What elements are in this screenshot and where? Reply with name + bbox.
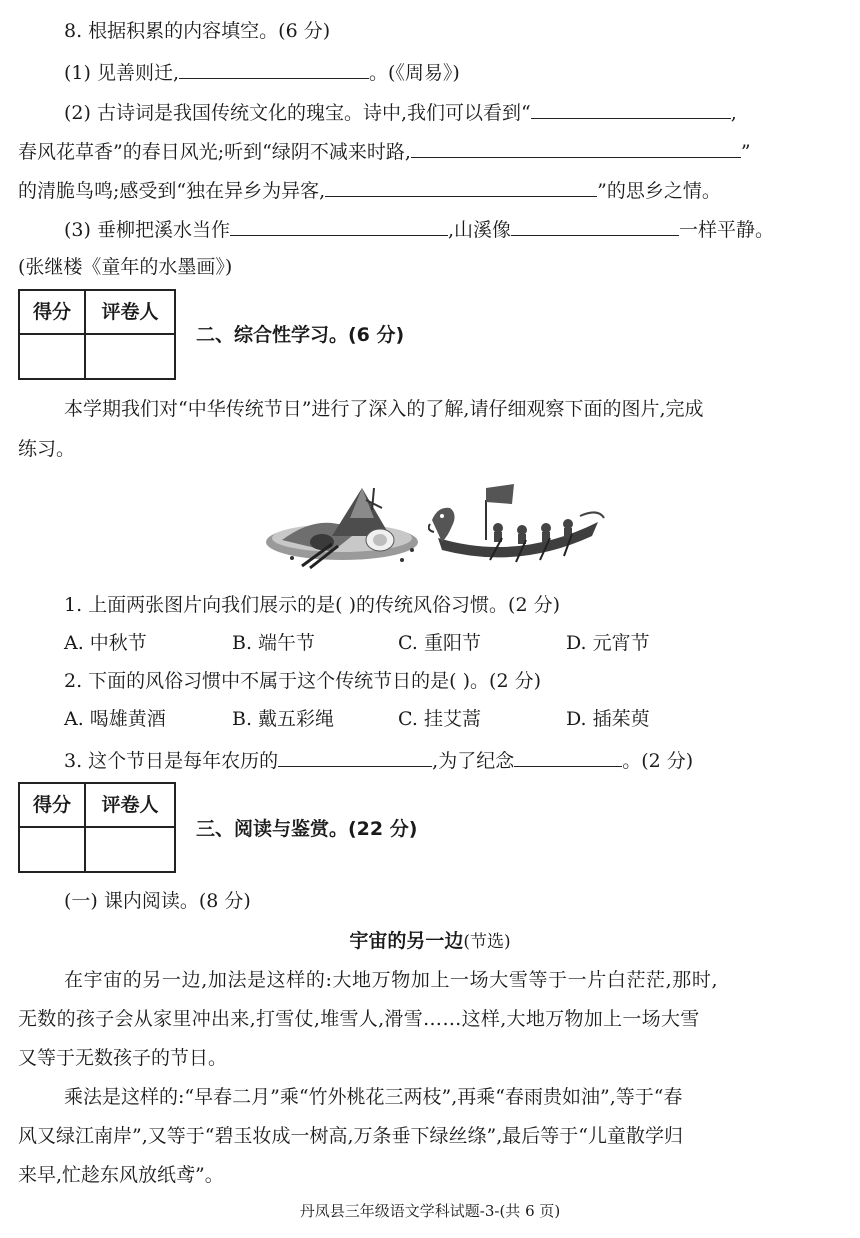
q8-p2-text: (2) 古诗词是我国传统文化的瑰宝。诗中,我们可以看到“	[64, 102, 531, 124]
section2-intro-line2: 练习。	[18, 438, 76, 460]
q1-option-b[interactable]: B. 端午节	[232, 632, 316, 654]
passage-para1-line3: 又等于无数孩子的节日。	[18, 1047, 228, 1069]
q8-part2-line1	[64, 98, 737, 126]
q8-p2-quote: ”	[740, 141, 751, 163]
section3-subheading: (一) 课内阅读。(8 分)	[64, 890, 251, 912]
q8-p2-text4: ”的思乡之情。	[597, 180, 721, 202]
q2-option-b[interactable]: B. 戴五彩绳	[232, 708, 335, 730]
q8-title: 8. 根据积累的内容填空。(6 分)	[64, 20, 331, 42]
q8-part2-line2	[18, 137, 751, 165]
dragon-boat-illustration	[428, 478, 606, 570]
grader-cell[interactable]	[86, 828, 174, 871]
q8-p3-text: (3) 垂柳把溪水当作	[64, 219, 230, 241]
q3-text3: 。(2 分)	[622, 750, 694, 772]
section2-q3	[64, 746, 693, 774]
q2-option-d[interactable]: D. 插茱萸	[566, 708, 650, 730]
passage-title-note: (节选)	[463, 932, 511, 952]
q8-p1-text: (1) 见善则迁,	[64, 62, 179, 84]
passage-title	[0, 928, 860, 955]
passage-para1-line1: 在宇宙的另一边,加法是这样的:大地万物加上一场大雪等于一片白茫茫,那时,	[64, 969, 719, 991]
section3-heading: 三、阅读与鉴赏。(22 分)	[196, 818, 418, 840]
score-table-section3	[18, 782, 176, 873]
q1-option-c[interactable]: C. 重阳节	[398, 632, 481, 654]
q8-p2-blank2[interactable]	[411, 137, 741, 158]
section2-q1: 1. 上面两张图片向我们展示的是( )的传统风俗习惯。(2 分)	[64, 594, 560, 616]
score-table-section2	[18, 289, 176, 380]
q8-p3-blank2[interactable]	[511, 215, 679, 236]
score-header: 得分	[20, 291, 86, 335]
q2-option-c[interactable]: C. 挂艾蒿	[398, 708, 481, 730]
page-footer: 丹凤县三年级语文学科试题-3-(共 6 页)	[299, 1202, 561, 1220]
q8-p3-text3: 一样平静。	[679, 219, 775, 241]
score-header: 得分	[20, 784, 86, 828]
grader-cell[interactable]	[86, 335, 174, 378]
q8-part2-line3	[18, 176, 721, 204]
q3-blank1[interactable]	[278, 746, 432, 767]
passage-para2-line2: 风又绿江南岸”,又等于“碧玉妆成一树高,万条垂下绿丝绦”,最后等于“儿童散学归	[18, 1125, 683, 1147]
grader-header: 评卷人	[86, 784, 174, 828]
q8-p3-blank1[interactable]	[230, 215, 448, 236]
score-cell[interactable]	[20, 335, 86, 378]
passage-para1-line2: 无数的孩子会从家里冲出来,打雪仗,堆雪人,滑雪……这样,大地万物加上一场大雪	[18, 1008, 700, 1030]
q3-text2: ,为了纪念	[432, 750, 515, 772]
zongzi-illustration	[262, 470, 422, 570]
section2-intro-line1: 本学期我们对“中华传统节日”进行了深入的了解,请仔细观察下面的图片,完成	[64, 398, 704, 420]
q8-part3-line1	[64, 215, 774, 243]
q1-option-d[interactable]: D. 元宵节	[566, 632, 650, 654]
passage-title-text: 宇宙的另一边	[349, 930, 464, 952]
q8-p3-text2: ,山溪像	[447, 219, 512, 241]
q8-p1-blank[interactable]	[179, 58, 369, 79]
q8-part1	[64, 58, 460, 86]
q3-text: 3. 这个节日是每年农历的	[64, 750, 279, 772]
q8-p2-text3: 的清脆鸟鸣;感受到“独在异乡为异客,	[18, 180, 326, 202]
q8-part3-source: (张继楼《童年的水墨画》)	[18, 256, 233, 278]
q3-blank2[interactable]	[514, 746, 622, 767]
q8-p1-source: 。(《周易》)	[369, 62, 460, 84]
passage-para2-line1: 乘法是这样的:“早春二月”乘“竹外桃花三两枝”,再乘“春雨贵如油”,等于“春	[64, 1086, 683, 1108]
q8-p2-text2: 春风花草香”的春日风光;听到“绿阴不减来时路,	[18, 141, 411, 163]
score-cell[interactable]	[20, 828, 86, 871]
section2-q2: 2. 下面的风俗习惯中不属于这个传统节日的是( )。(2 分)	[64, 670, 541, 692]
section2-heading: 二、综合性学习。(6 分)	[196, 324, 405, 346]
passage-para2-line3: 来早,忙趁东风放纸鸢”。	[18, 1164, 224, 1186]
q8-p2-comma: ,	[730, 102, 737, 124]
q8-p2-blank3[interactable]	[325, 176, 597, 197]
q2-option-a[interactable]: A. 喝雄黄酒	[64, 708, 166, 730]
grader-header: 评卷人	[86, 291, 174, 335]
q8-p2-blank1[interactable]	[531, 98, 731, 119]
q1-option-a[interactable]: A. 中秋节	[64, 632, 147, 654]
